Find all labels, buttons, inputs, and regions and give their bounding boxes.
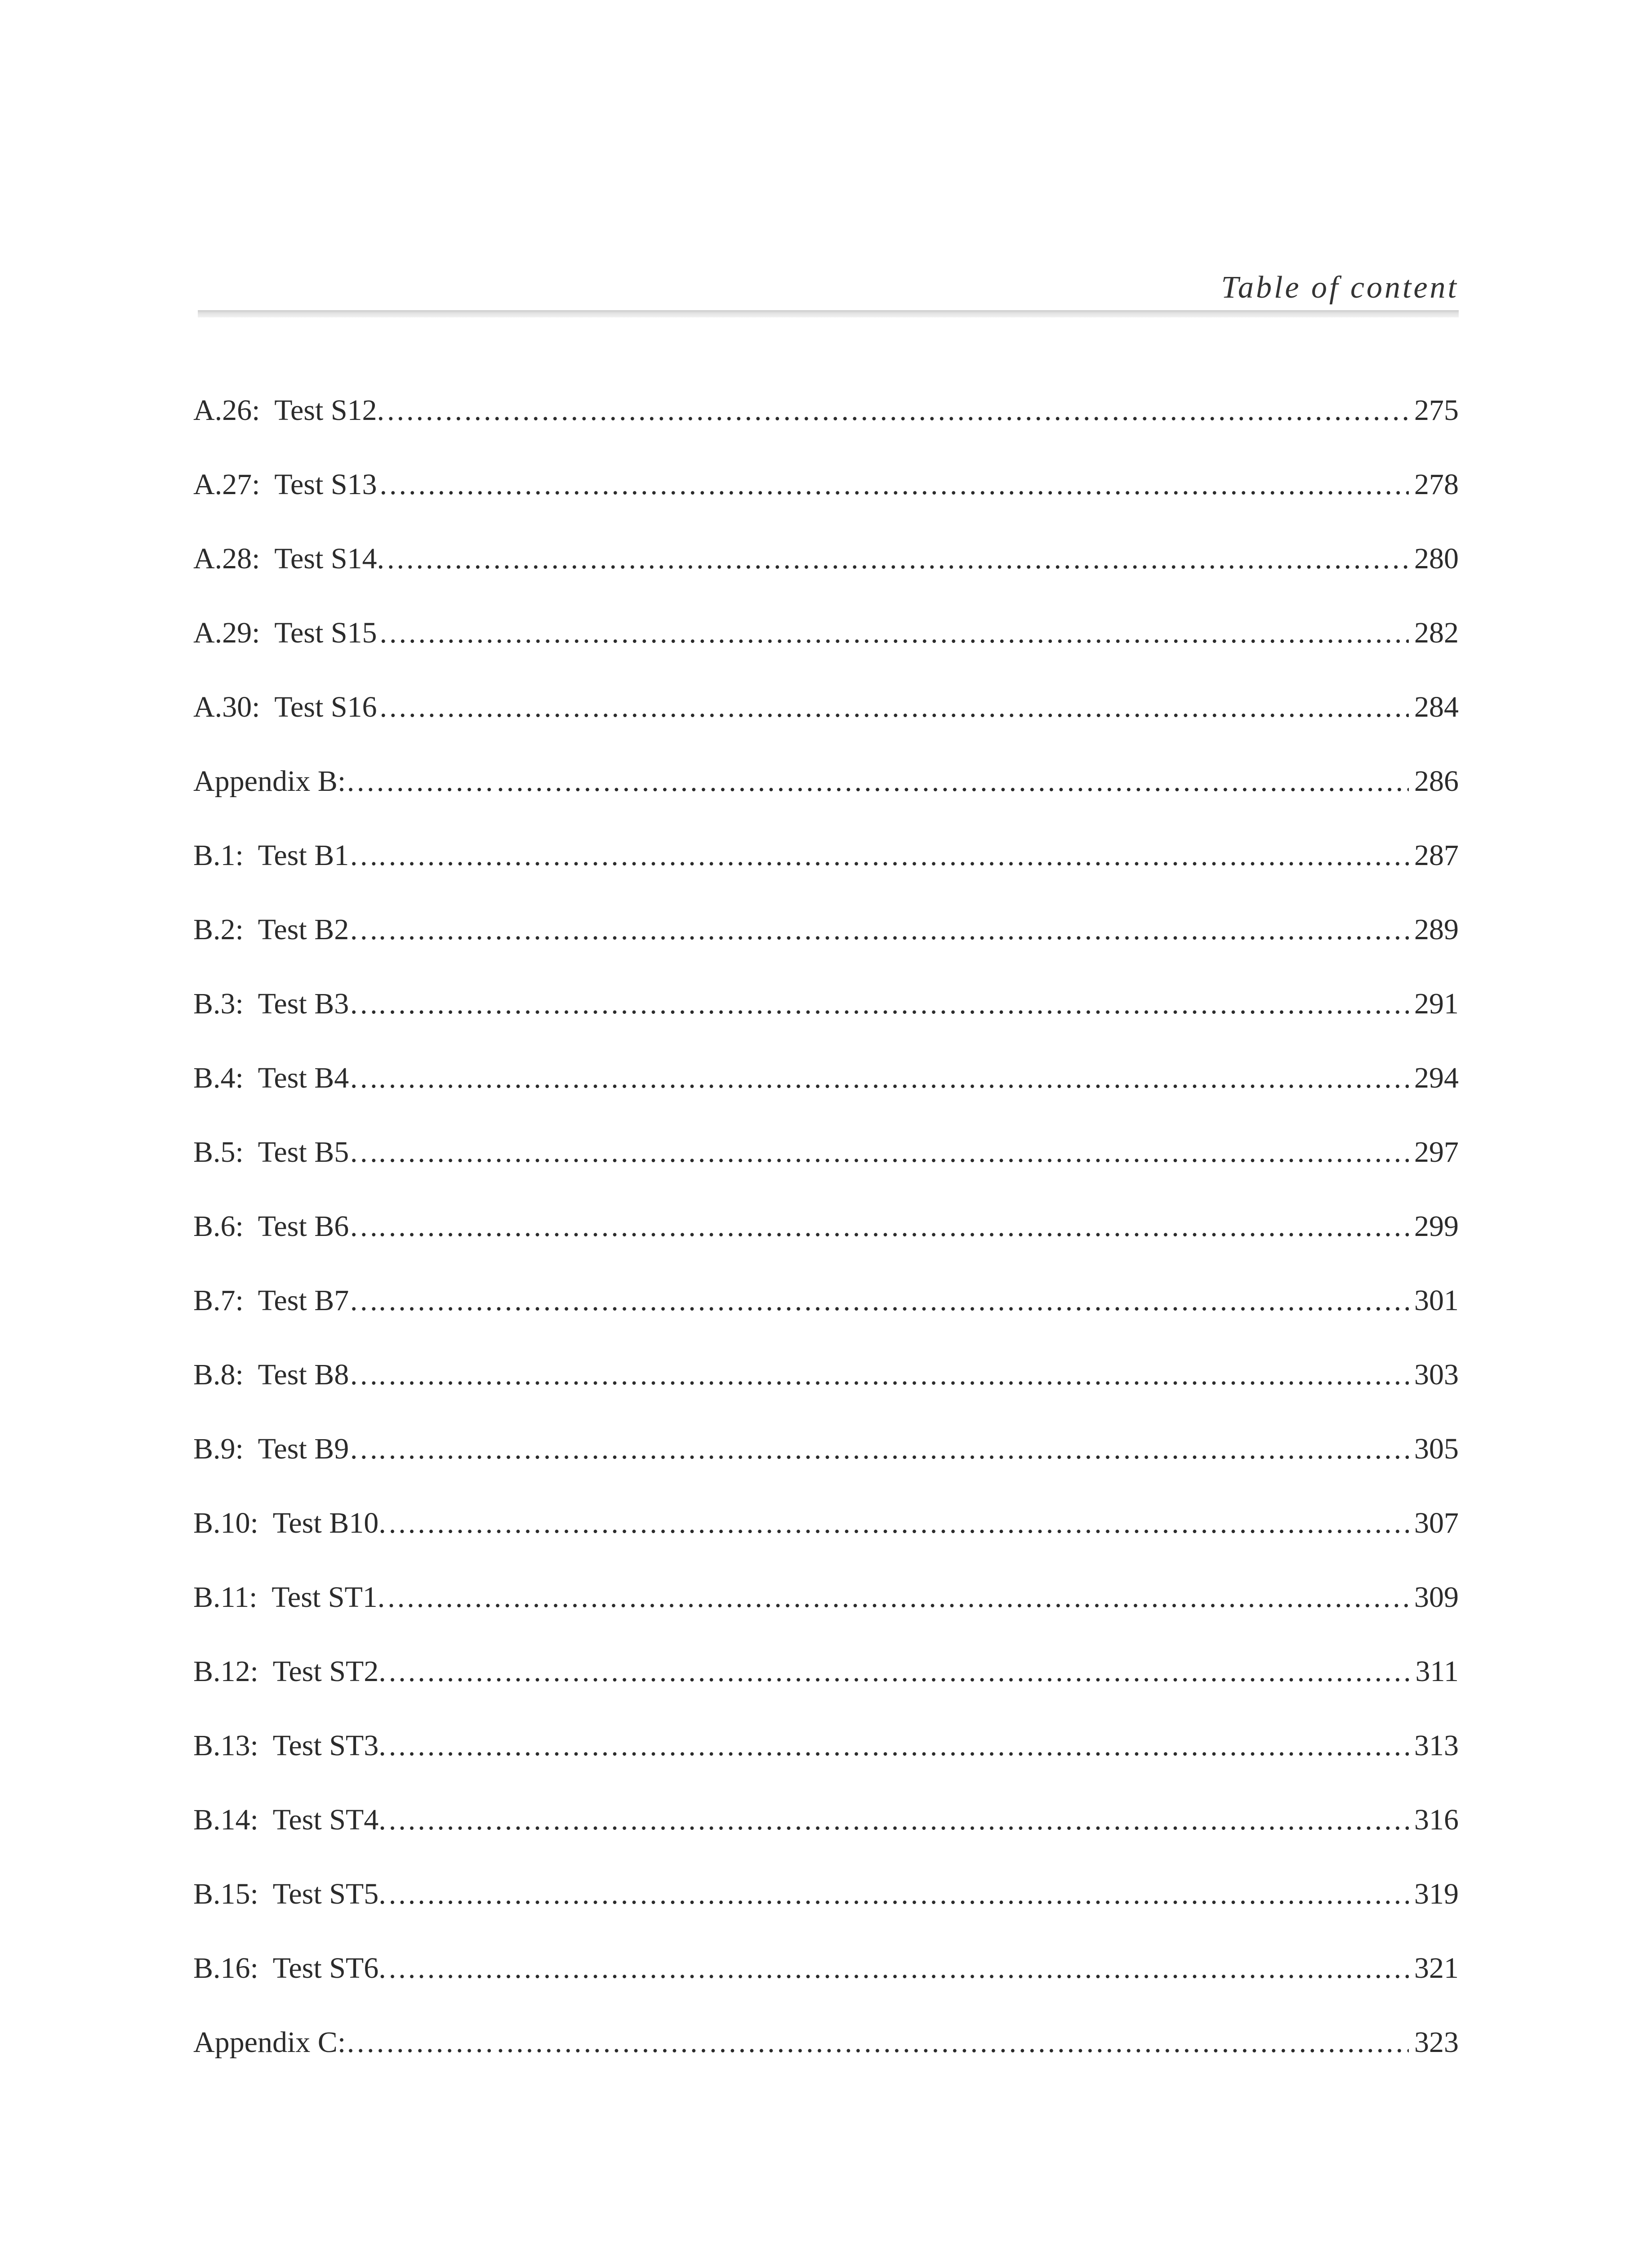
toc-entry-label: Appendix C:…………… xyxy=(193,2026,494,2059)
toc-entry-label: B.15: Test ST5. xyxy=(193,1878,386,1910)
toc-dot-leader xyxy=(389,1954,1409,1983)
toc-entry-label: Appendix B:…………… xyxy=(193,765,494,798)
toc-entry-label: B.16: Test ST6. xyxy=(193,1952,386,1985)
toc-entry-label: B.5: Test B5…. xyxy=(193,1136,386,1169)
toc-entry-label: A.28: Test S14. xyxy=(193,542,385,575)
table-of-contents xyxy=(193,396,1459,2102)
toc-dot-leader xyxy=(380,470,1409,500)
toc-dot-leader xyxy=(380,618,1409,648)
toc-page-number: 275 xyxy=(1414,394,1459,427)
toc-dot-leader xyxy=(380,692,1409,722)
toc-page-number: 286 xyxy=(1414,765,1459,798)
toc-page-number: 307 xyxy=(1414,1507,1459,1539)
toc-entry[interactable] xyxy=(193,1212,1459,1286)
toc-page-number: 319 xyxy=(1414,1878,1459,1910)
toc-dot-leader xyxy=(389,1434,1409,1464)
toc-entry[interactable] xyxy=(193,1137,1459,1212)
toc-page-number: 289 xyxy=(1414,913,1459,946)
toc-entry-label: B.11: Test ST1. xyxy=(193,1581,385,1614)
toc-entry-label: B.2: Test B2…. xyxy=(193,913,386,946)
toc-page-number: 311 xyxy=(1415,1655,1459,1688)
toc-page-number: 280 xyxy=(1414,542,1459,575)
toc-page-number: 299 xyxy=(1414,1210,1459,1243)
toc-dot-leader xyxy=(389,1063,1409,1093)
toc-dot-leader xyxy=(389,841,1409,870)
toc-entry[interactable] xyxy=(193,1583,1459,1657)
toc-entry-label: B.4: Test B4…. xyxy=(193,1062,386,1094)
toc-entry[interactable] xyxy=(193,1805,1459,1879)
toc-dot-leader xyxy=(387,544,1409,574)
toc-entry-label: B.7: Test B7…. xyxy=(193,1284,386,1317)
toc-page-number: 301 xyxy=(1414,1284,1459,1317)
toc-entry-label: B.8: Test B8…. xyxy=(193,1358,386,1391)
toc-page-number: 297 xyxy=(1414,1136,1459,1169)
toc-dot-leader xyxy=(387,1583,1409,1612)
toc-entry[interactable] xyxy=(193,1508,1459,1583)
toc-entry[interactable] xyxy=(193,767,1459,841)
toc-dot-leader xyxy=(389,1805,1409,1835)
toc-entry[interactable] xyxy=(193,1063,1459,1137)
toc-entry-label: B.12: Test ST2. xyxy=(193,1655,386,1688)
running-header-title: Table of content xyxy=(1221,270,1459,305)
toc-entry-label: A.26: Test S12. xyxy=(193,394,385,427)
toc-entry[interactable] xyxy=(193,1434,1459,1508)
toc-page-number: 278 xyxy=(1414,468,1459,501)
toc-page-number: 305 xyxy=(1414,1432,1459,1465)
toc-entry[interactable] xyxy=(193,2028,1459,2102)
toc-entry-label: B.6: Test B6…. xyxy=(193,1210,386,1243)
toc-page-number: 294 xyxy=(1414,1062,1459,1094)
toc-page-number: 291 xyxy=(1414,987,1459,1020)
toc-dot-leader xyxy=(389,1508,1409,1538)
toc-entry[interactable] xyxy=(193,618,1459,692)
toc-entry[interactable] xyxy=(193,1286,1459,1360)
toc-entry-label: B.1: Test B1…. xyxy=(193,839,386,872)
toc-entry-label: B.3: Test B3…. xyxy=(193,987,386,1020)
toc-entry[interactable] xyxy=(193,1731,1459,1805)
toc-dot-leader xyxy=(389,1731,1409,1761)
toc-entry-label: A.30: Test S16 xyxy=(193,691,377,723)
toc-dot-leader xyxy=(389,1137,1409,1167)
toc-dot-leader xyxy=(497,767,1409,796)
toc-page-number: 309 xyxy=(1414,1581,1459,1614)
toc-entry-label: B.14: Test ST4. xyxy=(193,1803,386,1836)
toc-entry[interactable] xyxy=(193,544,1459,618)
toc-entry[interactable] xyxy=(193,692,1459,767)
toc-entry[interactable] xyxy=(193,1657,1459,1731)
toc-dot-leader xyxy=(387,396,1409,425)
toc-dot-leader xyxy=(389,1360,1409,1390)
toc-entry[interactable] xyxy=(193,915,1459,989)
toc-page-number: 284 xyxy=(1414,691,1459,723)
toc-page-number: 287 xyxy=(1414,839,1459,872)
toc-dot-leader xyxy=(389,989,1409,1019)
toc-entry-label: B.10: Test B10. xyxy=(193,1507,386,1539)
toc-entry[interactable] xyxy=(193,1360,1459,1434)
toc-page-number: 316 xyxy=(1414,1803,1459,1836)
toc-entry-label: A.27: Test S13 xyxy=(193,468,377,501)
toc-entry-label: B.9: Test B9…. xyxy=(193,1432,386,1465)
toc-dot-leader xyxy=(389,1286,1409,1316)
toc-dot-leader xyxy=(389,1879,1409,1909)
toc-entry[interactable] xyxy=(193,1879,1459,1954)
toc-entry[interactable] xyxy=(193,989,1459,1063)
toc-entry[interactable] xyxy=(193,396,1459,470)
header-rule xyxy=(198,310,1459,317)
toc-entry[interactable] xyxy=(193,1954,1459,2028)
toc-page-number: 313 xyxy=(1414,1729,1459,1762)
toc-page-number: 323 xyxy=(1414,2026,1459,2059)
toc-entry-label: B.13: Test ST3. xyxy=(193,1729,386,1762)
toc-dot-leader xyxy=(389,1657,1410,1686)
toc-page-number: 282 xyxy=(1414,616,1459,649)
toc-entry-label: A.29: Test S15 xyxy=(193,616,377,649)
toc-page-number: 321 xyxy=(1414,1952,1459,1985)
toc-dot-leader xyxy=(389,1212,1409,1241)
toc-dot-leader xyxy=(389,915,1409,945)
toc-page-number: 303 xyxy=(1414,1358,1459,1391)
toc-entry[interactable] xyxy=(193,841,1459,915)
toc-entry[interactable] xyxy=(193,470,1459,544)
toc-dot-leader xyxy=(497,2028,1409,2057)
